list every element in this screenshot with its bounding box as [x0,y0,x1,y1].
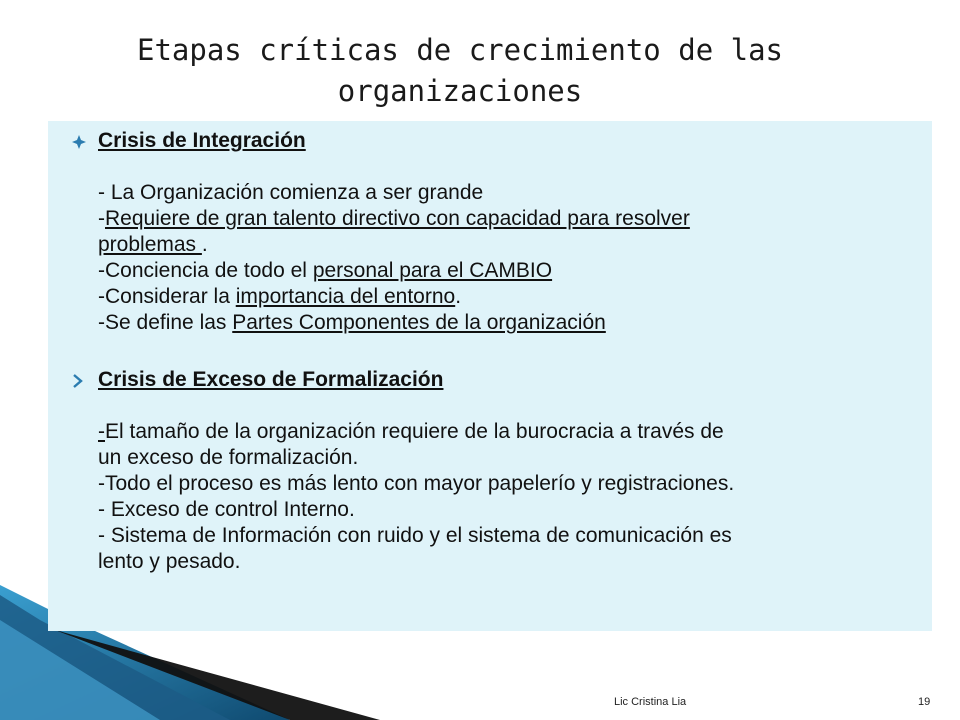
text-line: -Considerar la importancia del entorno. [98,285,462,308]
footer-author: Lic Cristina Lia [614,696,687,708]
section-crisis-formalizacion [98,367,918,575]
text-line: - Sistema de Información con ruido y el sistema de comunicación es [98,524,732,547]
text-line: un exceso de formalización. [98,446,359,469]
text-line: -Todo el proceso es más lento con mayor papelerío y registraciones. [98,472,735,495]
arrow-bullet-icon [72,370,88,390]
diamond-bullet-icon [72,131,88,151]
text-line: lento y pesado. [98,550,241,573]
slide-title [100,30,820,112]
slide-title-line1: Etapas críticas de crecimiento de las [136,33,783,67]
text-line: -El tamaño de la organización requiere de la burocracia a través de [98,420,724,443]
section-heading: Crisis de Integración [98,129,306,152]
text-line: problemas . [98,233,208,256]
text-line: - Exceso de control Interno. [98,498,355,521]
text-line: - La Organización comienza a ser grande [98,181,484,204]
text-line: -Conciencia de todo el personal para el CAMBIO [98,259,553,282]
slide-title-line2: organizaciones [337,74,583,108]
section-crisis-integracion [98,128,918,336]
text-line: -Se define las Partes Componentes de la organización [98,311,606,334]
section-heading: Crisis de Exceso de Formalización [98,368,444,391]
text-line: -Requiere de gran talento directivo con capacidad para resolver [98,207,690,230]
page-number: 19 [918,696,931,708]
